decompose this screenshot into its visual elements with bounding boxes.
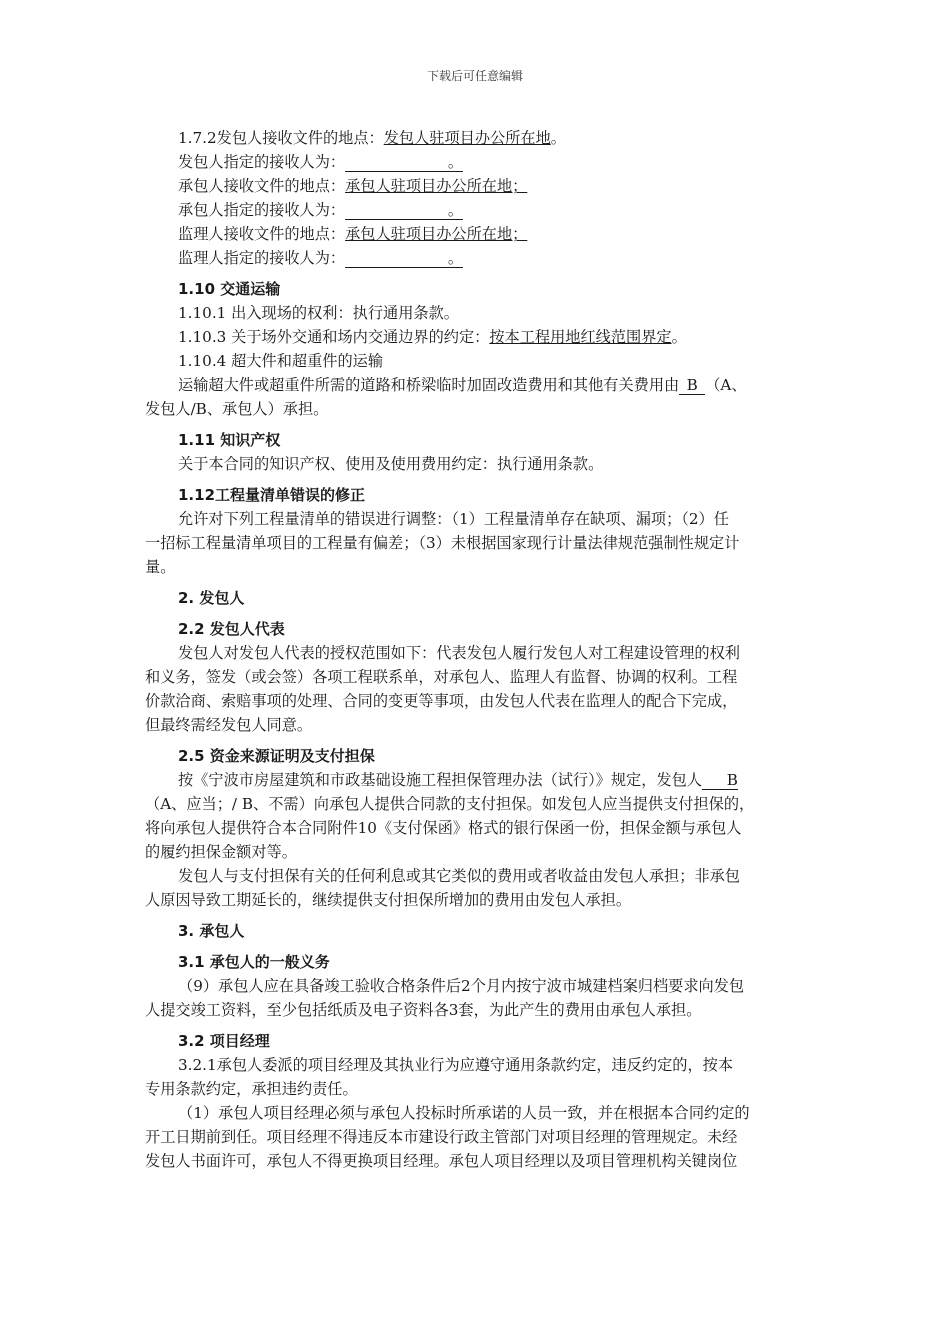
paragraph-line: 价款洽商、索赔事项的处理、合同的变更等事项，由发包人代表在监理人的配合下完成， — [145, 692, 738, 710]
underlined-value: 承包人驻项目办公所在地； — [345, 177, 528, 195]
section-heading: 3.1 承包人的一般义务 — [178, 953, 330, 971]
paragraph-line: 3.2.1承包人委派的项目经理及其执业行为应遵守通用条款约定，违反约定的，按本 — [178, 1056, 734, 1074]
choice-blank: B — [679, 376, 705, 395]
payment-guarantee-line — [145, 768, 815, 792]
label: 发包人指定的接收人为： — [178, 153, 346, 171]
page-header: 下载后可任意编辑 — [426, 69, 523, 83]
chapter-heading: 3. 承包人 — [178, 922, 245, 940]
paragraph-line: 量。 — [145, 558, 176, 576]
paragraph-line: 发包人与支付担保有关的任何利息或其它类似的费用或者收益由发包人承担；非承包 — [178, 867, 740, 885]
paragraph-line: 开工日期前到任。项目经理不得违反本市建设行政主管部门对项目经理的管理规定。未经 — [145, 1128, 738, 1146]
underlined-value: 承包人驻项目办公所在地； — [345, 225, 528, 243]
label: 1.7.2发包人接收文件的地点： — [178, 129, 384, 147]
label: 承包人指定的接收人为： — [178, 201, 346, 219]
paragraph-line: 1.10.4 超大件和超重件的运输 — [178, 352, 384, 370]
paragraph-line: （9）承包人应在具备竣工验收合格条件后2个月内按宁波市城建档案归档要求向发包 — [178, 977, 745, 995]
clause-1-7-2-line — [145, 126, 815, 150]
contractor-recipient-line — [145, 198, 815, 222]
paragraph-line: 将向承包人提供符合本合同附件10《支付保函》格式的银行保函一份，担保金额与承包人 — [145, 819, 742, 837]
paragraph-line: 发包人/B、承包人）承担。 — [145, 400, 329, 418]
section-heading: 2.2 发包人代表 — [178, 620, 285, 638]
label: 承包人接收文件的地点： — [178, 177, 346, 195]
employer-recipient-line — [145, 150, 815, 174]
section-heading: 3.2 项目经理 — [178, 1032, 270, 1050]
label: 运输超大件或超重件所需的道路和桥梁临时加固改造费用和其他有关费用由 — [178, 376, 680, 394]
choice-blank: B — [702, 771, 738, 790]
paragraph-line: 人提交竣工资料，至少包括纸质及电子资料各3套，为此产生的费用由承包人承担。 — [145, 1001, 702, 1019]
label: 1.10.3 关于场外交通和场内交通边界的约定： — [178, 328, 490, 346]
paragraph-line: 发包人书面许可，承包人不得更换项目经理。承包人项目经理以及项目管理机构关键岗位 — [145, 1152, 738, 1170]
punct: 。 — [550, 129, 566, 147]
label: （A、 — [705, 376, 747, 394]
paragraph-line: 人原因导致工期延长的，继续提供支付担保所增加的费用由发包人承担。 — [145, 891, 631, 909]
section-heading: 1.10 交通运输 — [178, 280, 281, 298]
section-heading: 1.11 知识产权 — [178, 431, 281, 449]
paragraph-line: 关于本合同的知识产权、使用及使用费用约定：执行通用条款。 — [178, 455, 604, 473]
supervisor-address-line — [145, 222, 815, 246]
punct: 。 — [671, 328, 687, 346]
fill-in-blank: 。 — [345, 249, 463, 268]
paragraph-line: （1）承包人项目经理必须与承包人投标时所承诺的人员一致，并在根据本合同约定的 — [178, 1104, 750, 1122]
section-heading: 1.12工程量清单错误的修正 — [178, 486, 366, 504]
paragraph-line: （A、应当；/ B、不需）向承包人提供合同款的支付担保。如发包人应当提供支付担保的， — [145, 795, 755, 813]
paragraph-line: 但最终需经发包人同意。 — [145, 716, 313, 734]
underlined-value: 按本工程用地红线范围界定 — [489, 328, 672, 346]
paragraph-line: 发包人对发包人代表的授权范围如下：代表发包人履行发包人对工程建设管理的权利 — [178, 644, 740, 662]
paragraph-line: 允许对下列工程量清单的错误进行调整：（1）工程量清单存在缺项、漏项；（2）任 — [178, 510, 729, 528]
paragraph-line: 专用条款约定，承担违约责任。 — [145, 1080, 358, 1098]
contractor-address-line — [145, 174, 815, 198]
label: 监理人接收文件的地点： — [178, 225, 346, 243]
fill-in-blank: 。 — [345, 201, 463, 220]
fill-in-blank: 。 — [345, 153, 463, 172]
label: 监理人指定的接收人为： — [178, 249, 346, 267]
supervisor-recipient-line — [145, 246, 815, 270]
underlined-value: 发包人驻项目办公所在地 — [383, 129, 551, 147]
label: 按《宁波市房屋建筑和市政基础设施工程担保管理办法（试行）》规定，发包人 — [178, 771, 702, 789]
paragraph-line: 1.10.1 出入现场的权利：执行通用条款。 — [178, 304, 459, 322]
paragraph-line: 和义务，签发（或会签）各项工程联系单，对承包人、监理人有监督、协调的权利。工程 — [145, 668, 738, 686]
paragraph-line: 一招标工程量清单项目的工程量有偏差；（3）未根据国家现行计量法律规范强制性规定计 — [145, 534, 740, 552]
paragraph-line: 的履约担保金额对等。 — [145, 843, 297, 861]
chapter-heading: 2. 发包人 — [178, 589, 245, 607]
transport-cost-line — [145, 373, 815, 397]
document-body — [145, 126, 815, 1173]
clause-1-10-3-line — [145, 325, 815, 349]
section-heading: 2.5 资金来源证明及支付担保 — [178, 747, 375, 765]
